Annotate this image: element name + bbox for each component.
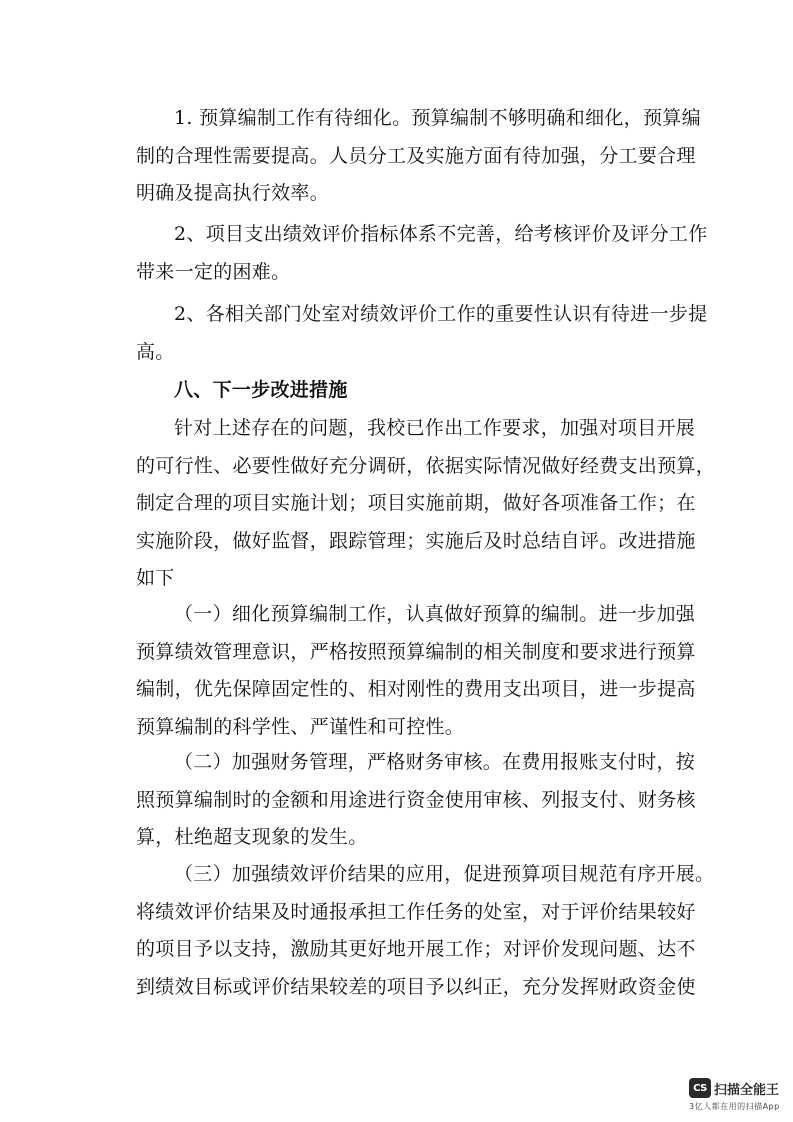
- text-line: 如下: [136, 567, 175, 589]
- cs-logo-icon: CS: [689, 1078, 711, 1098]
- paragraph-1: [136, 100, 701, 213]
- heading-text: 八、下一步改进措施: [174, 379, 348, 401]
- text-line: 制定合理的项目实施计划；项目实施前期，做好各项准备工作；在: [136, 492, 696, 514]
- paragraph-5: [136, 596, 696, 746]
- paragraph-6: [136, 744, 696, 857]
- section-heading: [136, 372, 676, 410]
- text-line: 将绩效评价结果及时通报承担工作任务的处室，对于评价结果较好: [136, 900, 696, 923]
- text-line: （三）加强绩效评价结果的应用，促进预算项目规范有序开展。: [174, 863, 715, 885]
- paragraph-7: [136, 856, 715, 1006]
- watermark-tagline: 3亿人都在用的扫描App: [689, 1102, 780, 1111]
- paragraph-3: [136, 296, 708, 371]
- text-line: 算，杜绝超支现象的发生。: [136, 826, 368, 848]
- watermark-app-name: 扫描全能王: [714, 1083, 780, 1098]
- text-line: 高。: [136, 340, 175, 363]
- text-line: 照预算编制时的金额和用途进行资金使用审核、列报支付、财务核: [136, 788, 696, 811]
- text-line: 明确及提高执行效率。: [136, 182, 330, 204]
- text-line: 制的合理性需要提高。人员分工及实施方面有待加强，分工要合理: [136, 144, 696, 167]
- text-line: （二）加强财务管理，严格财务审核。在费用报账支付时，按: [174, 751, 696, 773]
- text-line: 带来一定的困难。: [136, 260, 291, 283]
- scanner-watermark: [689, 1078, 789, 1114]
- paragraph-4: [136, 410, 716, 598]
- text-line: 预算编制的科学性、严谨性和可控性。: [136, 715, 465, 738]
- text-line: （一）细化预算编制工作，认真做好预算的编制。进一步加强: [174, 603, 696, 625]
- text-line: 预算绩效管理意识，严格按照预算编制的相关制度和要求进行预算: [136, 640, 696, 663]
- text-line: 的可行性、必要性做好充分调研，依据实际情况做好经费支出预算，: [136, 454, 716, 477]
- text-line: 针对上述存在的问题，我校已作出工作要求，加强对项目开展: [174, 417, 696, 439]
- paragraph-2: [136, 216, 708, 291]
- text-line: 2、项目支出绩效评价指标体系不完善，给考核评价及评分工作: [174, 223, 708, 245]
- text-line: 实施阶段，做好监督，跟踪管理；实施后及时总结自评。改进措施: [136, 529, 696, 552]
- text-line: 2、各相关部门处室对绩效评价工作的重要性认识有待进一步提: [174, 303, 708, 325]
- text-line: 1. 预算编制工作有待细化。预算编制不够明确和细化，预算编: [174, 107, 701, 129]
- text-line: 到绩效目标或评价结果较差的项目予以纠正，充分发挥财政资金使: [136, 975, 696, 998]
- text-line: 编制，优先保障固定性的、相对刚性的费用支出项目，进一步提高: [136, 678, 696, 700]
- text-line: 的项目予以支持，激励其更好地开展工作；对评价发现问题、达不: [136, 938, 696, 960]
